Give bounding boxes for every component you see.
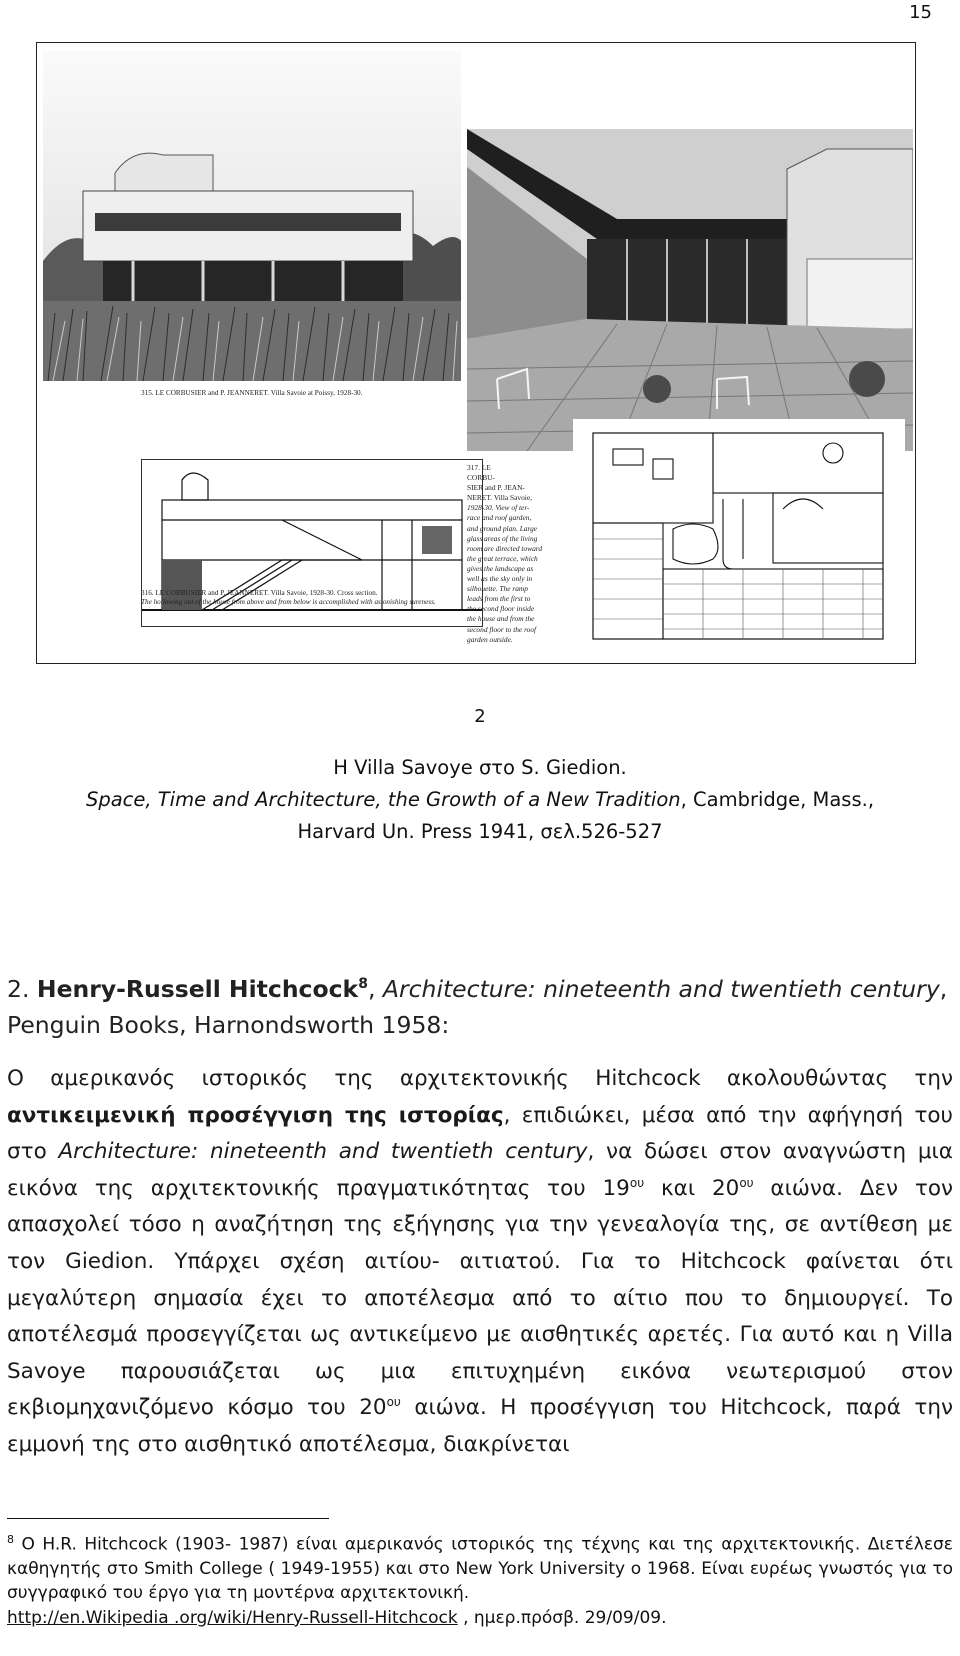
caption-plate-317-line: NERET. Villa Savoie, (467, 493, 532, 503)
paragraph-text: αιώνα. Η προσέγγιση του Hitchcock, παρά την εμμονή της στο αισθητικό αποτέλεσμα, διακρίνεται (7, 1395, 953, 1457)
caption-plate-316-title: 316. LE CORBUSIER and P. JEANNERET. Villa Savoie, 1928-30. Cross section. (141, 589, 378, 597)
figure-caption-book-title: Space, Time and Architecture, the Growth of a New Tradition (85, 788, 681, 811)
section-heading: 2. Henry-Russell Hitchcock$^8$, Architecture: nineteenth and twentieth century, Penguin Books, Harnondsworth 1958: (7, 974, 948, 1039)
figure-plate (36, 42, 916, 664)
caption-plate-315: 315. LE CORBUSIER and P. JEANNERET. Villa Savoie at Poissy, 1928-30. (141, 389, 363, 397)
photo-villa-terrace (467, 129, 913, 451)
caption-plate-317-line: SIER and P. JEAN- (467, 483, 525, 493)
caption-plate-317-line: the second floor inside (467, 604, 535, 614)
section-number: 2. (7, 974, 30, 1003)
figure-caption (0, 752, 960, 848)
page-number: 15 (909, 2, 932, 23)
paragraph-text: Ο αμερικανός ιστορικός της αρχιτεκτονικής Hitchcock ακολουθώντας την (7, 1066, 953, 1091)
section-author: Henry-Russell Hitchcock (36, 974, 359, 1003)
footnote-marker: 8 (7, 1533, 14, 1546)
caption-plate-317-line: and ground plan. Large (467, 523, 538, 533)
paragraph-text: αιώνα. Δεν τον απασχολεί τόσο η αναζήτηση της εξήγησης για την γενεαλογία της, σε αντίθεση με τον Giedion. Υπάρχει σχέση αιτίου- αιτιατού. Για το Hitchcock φαίνεται ότι μεγαλύτερη σημασία έχει το αποτέλεσμα από το αίτιο που το δημιουργεί. Το αποτέλεσμά προσεγγίζεται ως αντικείμενο με αισθητικές αρετές. Για αυτό και η Villa Savoye παρουσιάζεται ως μια επιτυχημένη εικόνα νεωτερισμού στον εκβιομηχανιζόμενο κόσμο του 20 (7, 1175, 954, 1421)
caption-plate-317-line: 317. LE (467, 463, 491, 472)
ordinal-superscript: ου (629, 1175, 645, 1190)
paragraph-text: , να δώσει στον αναγνώστη μια εικόνα της αρχιτεκτονικής πραγματικότητας του 19 (7, 1139, 953, 1201)
caption-plate-317-line: well as the sky only in (467, 574, 533, 584)
paragraph-text: και 20 (644, 1175, 740, 1201)
paragraph-bold-text: αντικειμενική προσέγγιση της ιστορίας (7, 1102, 504, 1128)
body-paragraph (7, 1061, 953, 1464)
caption-plate-317-line: silhouette. The ramp (467, 584, 528, 594)
section-book-publisher: , Penguin Books, Harnondsworth 1958: (7, 974, 948, 1039)
figure-caption-line1: H Villa Savoye στο S. Giedion. (333, 756, 627, 779)
footnote-accessed-date: , ημερ.πρόσβ. 29/09/09. (457, 1607, 667, 1628)
section-book-title: Architecture: nineteenth and twentieth century (382, 974, 940, 1003)
caption-plate-317-line: garden outside. (467, 634, 513, 644)
photo-villa-exterior (43, 51, 461, 381)
figure-number: 2 (474, 706, 486, 727)
caption-plate-316-text: The hollowing out of the house from above and from below is accomplished with astonishing sureness. (141, 597, 436, 606)
footnote-link[interactable]: http://en.Wikipedia .org/wiki/Henry-Russell-Hitchcock (7, 1607, 458, 1628)
footnote-divider (7, 1518, 329, 1519)
caption-plate-317-line: 1928-30. View of ter- (467, 503, 530, 513)
caption-plate-317-line: gives the landscape as (467, 563, 534, 573)
caption-plate-317-line: the great terrace, which (467, 553, 538, 563)
caption-plate-317-line: room are directed toward (467, 543, 543, 553)
ordinal-superscript: ου (386, 1395, 401, 1410)
footnote-text: Ο H.R. Hitchcock (1903- 1987) είναι αμερικανός ιστορικός της τέχνης και της αρχιτεκτονικής. Διετέλεσε καθηγητής στο Smith College ( 1949-1955) και στο New York University ο 1968. Είναι ευρέως γνωστός για το συγγραφικό του έργο για τη μοντέρνα αρχιτεκτονική. (7, 1534, 953, 1604)
footnote (7, 1528, 953, 1630)
drawing-ground-plan (573, 419, 905, 655)
paragraph-text: , επιδιώκει, μέσα από την αφήγησή του στο (7, 1102, 953, 1165)
caption-plate-317-line: leads from the first to (467, 594, 531, 604)
caption-plate-317-line: race and roof garden, (467, 513, 532, 523)
figure-caption-publisher: , Cambridge, Mass., (680, 788, 875, 811)
caption-plate-317-line: second floor to the roof (467, 624, 537, 634)
caption-plate-316 (141, 589, 481, 606)
ordinal-superscript: ου (739, 1175, 754, 1190)
caption-plate-317 (467, 463, 553, 645)
paragraph-book-title: Architecture: nineteenth and twentieth century (58, 1139, 588, 1165)
figure-caption-line2 (0, 784, 960, 816)
caption-plate-317-line: glass areas of the living (467, 533, 538, 543)
figure-caption-line3: Harvard Un. Press 1941, σελ.526-527 (297, 820, 663, 843)
footnote-reference[interactable]: 8 (358, 976, 368, 992)
caption-plate-317-line: the house and from the (467, 614, 535, 624)
caption-plate-317-line: CORBU- (467, 473, 495, 483)
